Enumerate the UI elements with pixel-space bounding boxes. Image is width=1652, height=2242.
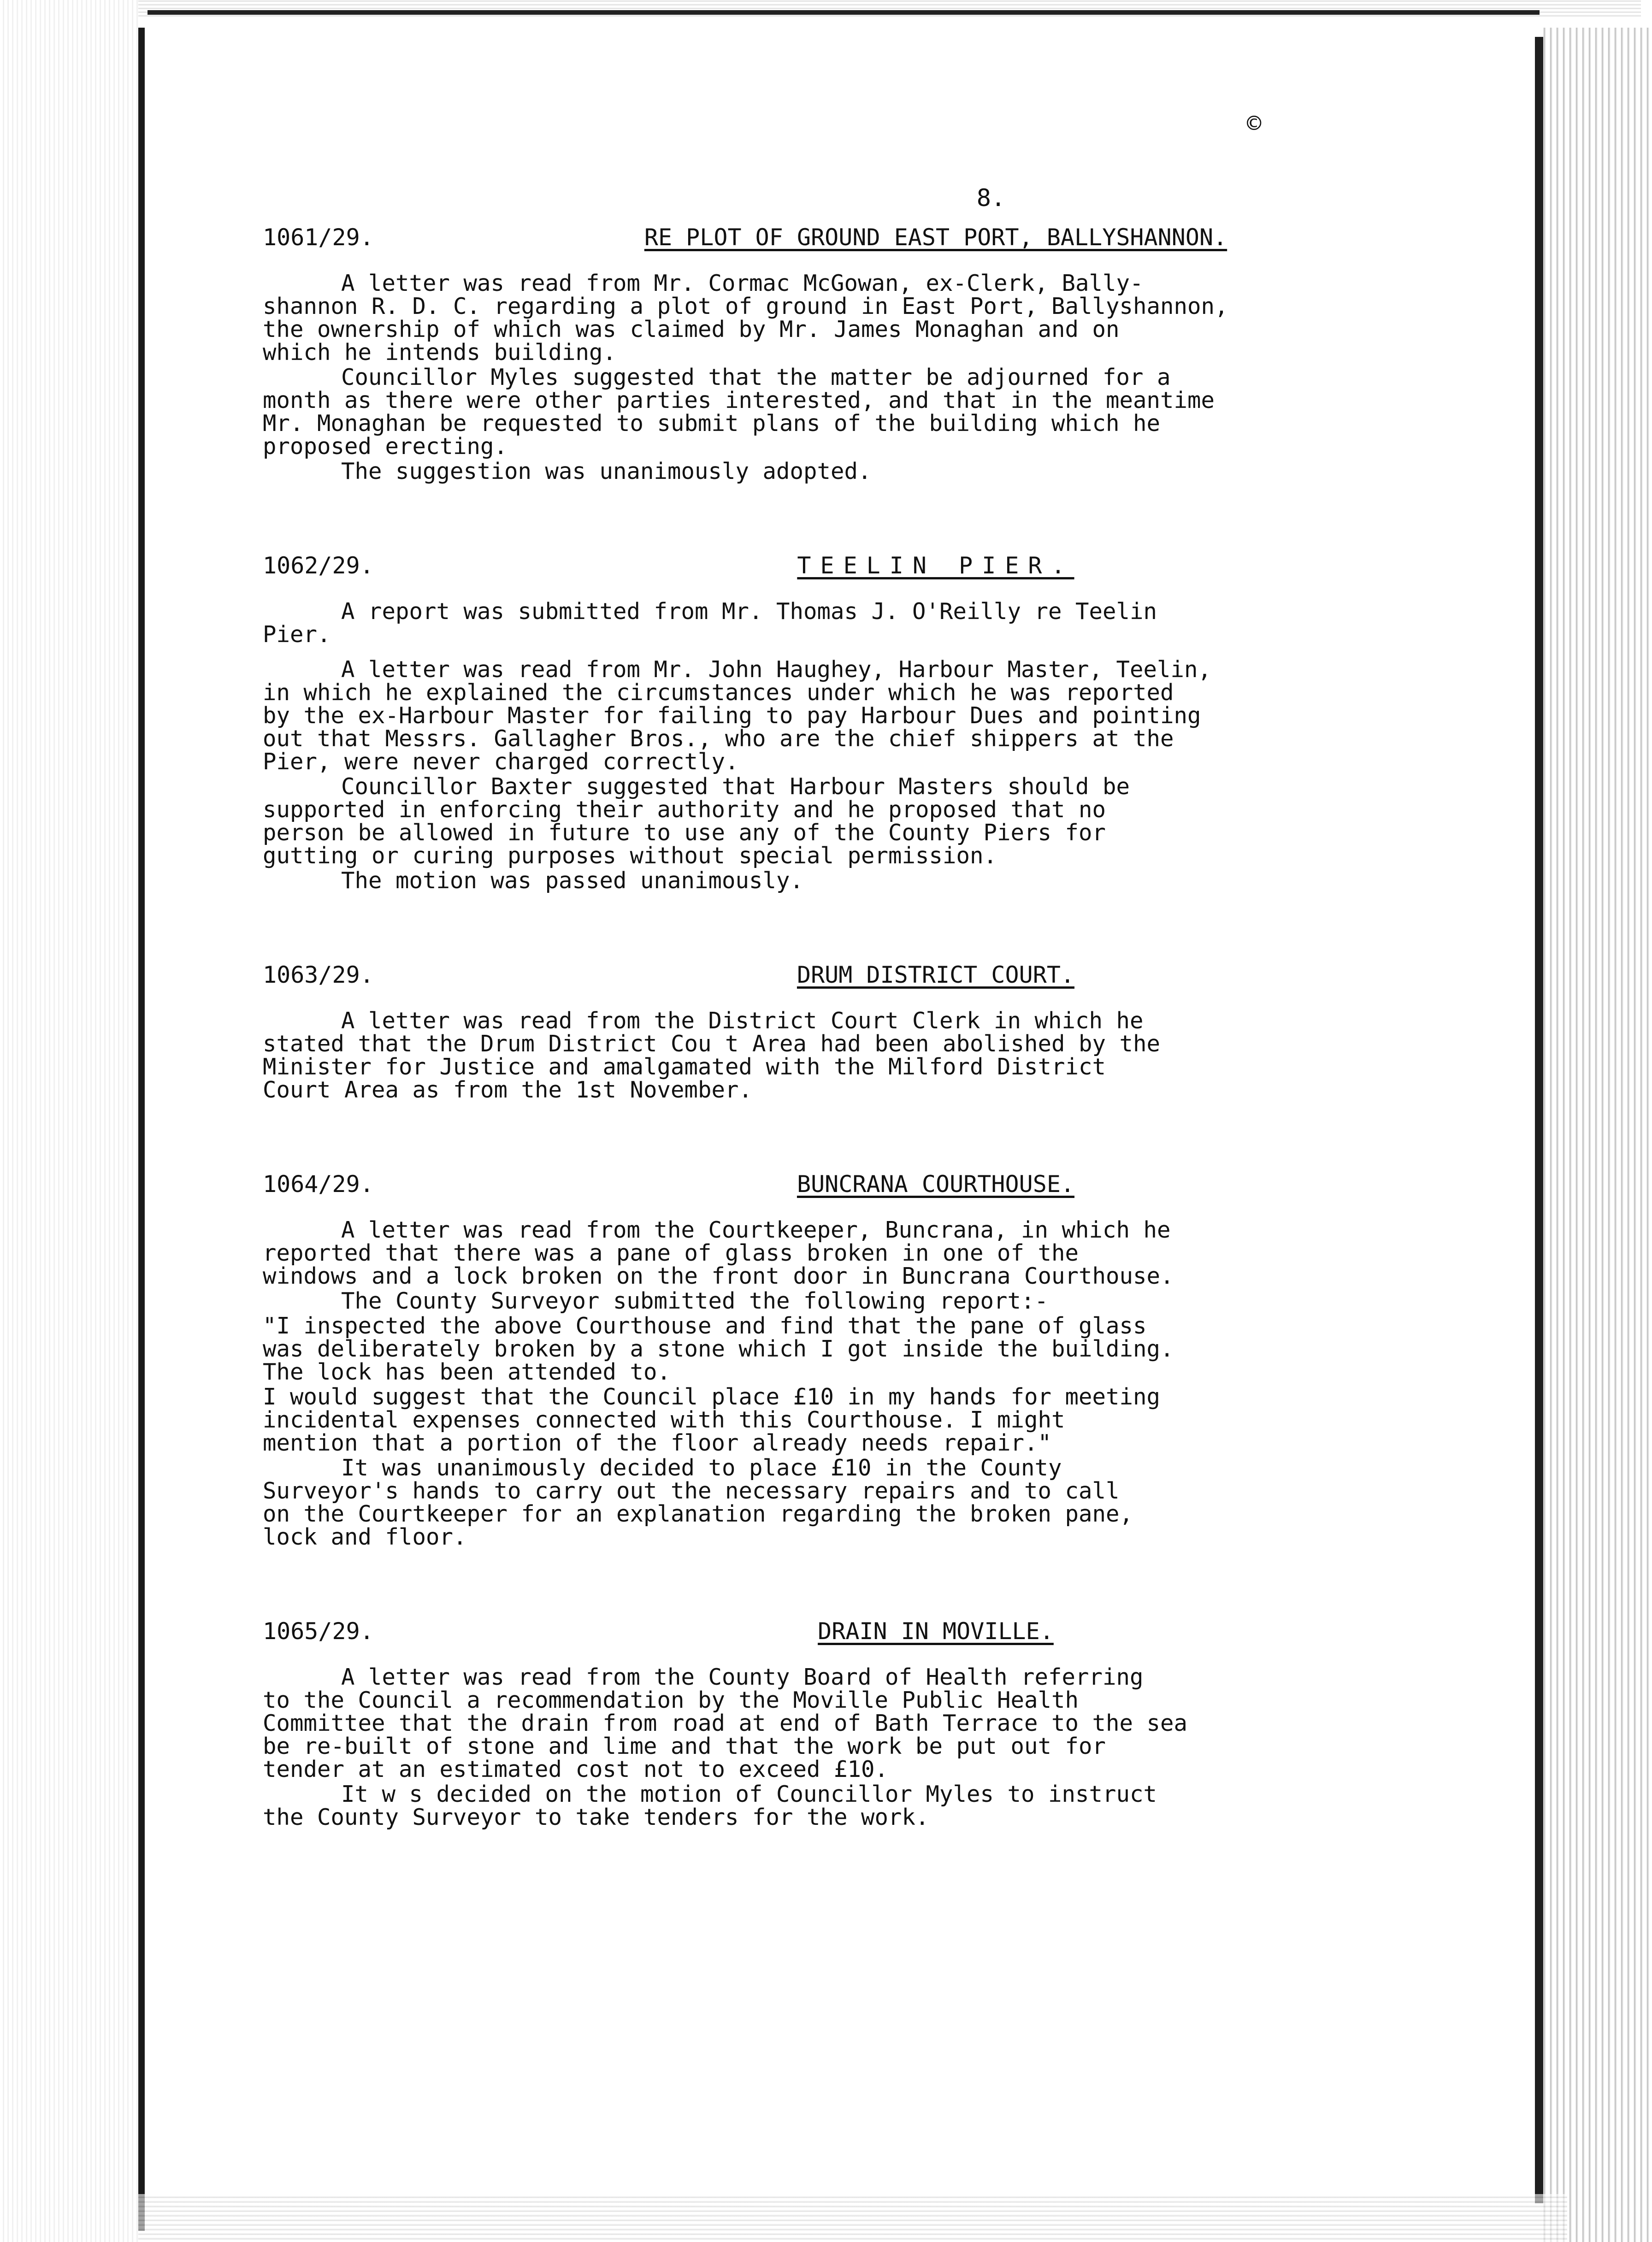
minute-heading: DRUM DISTRICT COURT. bbox=[796, 962, 1075, 988]
quoted-report: "I inspected the above Courthouse and find that the pane of glass was deliberately broken by a stone which I got inside the building. The lock has been attended to. bbox=[263, 1313, 1174, 1385]
minute-ref: 1063/29. bbox=[263, 962, 374, 988]
section-header bbox=[263, 224, 1470, 251]
minutes-page bbox=[263, 184, 1470, 1898]
minute-heading: BUNCRANA COURTHOUSE. bbox=[796, 1171, 1075, 1198]
paragraph: The County Surveyor submitted the following report:- bbox=[341, 1288, 1049, 1314]
section-header bbox=[263, 962, 1470, 988]
page-edge-top bbox=[148, 10, 1540, 15]
minute-heading: TEELIN PIER. bbox=[797, 552, 1074, 579]
page-number: 8. bbox=[976, 184, 1006, 212]
paragraph: It w s decided on the motion of Councillor Myles to instruct the County Surveyor to take tenders for the work. bbox=[263, 1781, 1157, 1830]
paragraph: The suggestion was unanimously adopted. bbox=[341, 458, 872, 484]
minute-ref: 1065/29. bbox=[263, 1618, 374, 1645]
paragraph: A report was submitted from Mr. Thomas J. O'Reilly re Teelin Pier. bbox=[263, 598, 1157, 648]
section-header bbox=[263, 1171, 1470, 1198]
scan-border-right bbox=[1540, 28, 1652, 2242]
paragraph: A letter was read from the County Board of Health referring to the Council a recommendation by the Moville Public Health Committee that the drain from road at end of Bath Terrace to the sea be re-built of stone and lime and that the work be put out for tender at an estimated cost not to exceed £10. bbox=[263, 1664, 1188, 1782]
paragraph: Councillor Baxter suggested that Harbour Masters should be supported in enforcing their authority and he proposed that no person be allowed in future to use any of the County Piers for gutting or curing purposes without special permission. bbox=[263, 773, 1130, 869]
minute-heading: DRAIN IN MOVILLE. bbox=[818, 1618, 1054, 1645]
minute-heading: RE PLOT OF GROUND EAST PORT, BALLYSHANNON. bbox=[644, 224, 1227, 251]
minute-ref: 1062/29. bbox=[263, 552, 374, 579]
minute-1063 bbox=[263, 962, 1470, 1102]
scan-border-bottom bbox=[138, 2194, 1567, 2242]
minute-1061 bbox=[263, 224, 1470, 483]
minute-1062 bbox=[263, 552, 1470, 892]
paragraph: A letter was read from the District Court Clerk in which he stated that the Drum District Cou t Area had been abolished by the Minister for Justice and amalgamated with the Milford District Court Area as from the 1st November. bbox=[263, 1008, 1161, 1103]
paragraph: A letter was read from Mr. Cormac McGowan, ex-Clerk, Bally- shannon R. D. C. regarding a plot of ground in East Port, Ballyshannon, the ownership of which was claimed by Mr. James Monaghan and on which he intends building. bbox=[263, 270, 1228, 366]
section-header bbox=[263, 1618, 1470, 1645]
section-header bbox=[263, 552, 1470, 579]
page-edge-right bbox=[1535, 37, 1543, 2203]
minute-ref: 1064/29. bbox=[263, 1171, 374, 1198]
paragraph: The motion was passed unanimously. bbox=[341, 867, 804, 894]
paragraph: Councillor Myles suggested that the matter be adjourned for a month as there were other parties interested, and that in the meantime Mr. Monaghan be requested to submit plans of the building which he proposed erecting. bbox=[263, 364, 1215, 460]
scan-border-left bbox=[0, 0, 138, 2242]
minute-1065 bbox=[263, 1618, 1470, 1829]
scan-border-top bbox=[138, 0, 1641, 18]
quoted-report: I would suggest that the Council place £10 in my hands for meeting incidental expenses connected with this Courthouse. I might mention that a portion of the floor already needs repair." bbox=[263, 1384, 1161, 1456]
minute-ref: 1061/29. bbox=[263, 224, 374, 251]
minute-1064 bbox=[263, 1171, 1470, 1549]
paragraph: It was unanimously decided to place £10 in the County Surveyor's hands to carry out the necessary repairs and to call on the Courtkeeper for an explanation regarding the broken pane, lock and floor. bbox=[263, 1455, 1133, 1550]
page-edge-left bbox=[138, 28, 145, 2231]
paragraph: A letter was read from Mr. John Haughey, Harbour Master, Teelin, in which he explained the circumstances under which he was reported by the ex-Harbour Master for failing to pay Harbour Dues and pointing out that Messrs. Gallagher Bros., who are the chief shippers at the Pier, were never charged correctly. bbox=[263, 656, 1212, 775]
margin-mark: © bbox=[1247, 110, 1262, 137]
paragraph: A letter was read from the Courtkeeper, Buncrana, in which he reported that there was a pane of glass broken in one of the windows and a lock broken on the front door in Buncrana Courthouse. bbox=[263, 1217, 1174, 1289]
